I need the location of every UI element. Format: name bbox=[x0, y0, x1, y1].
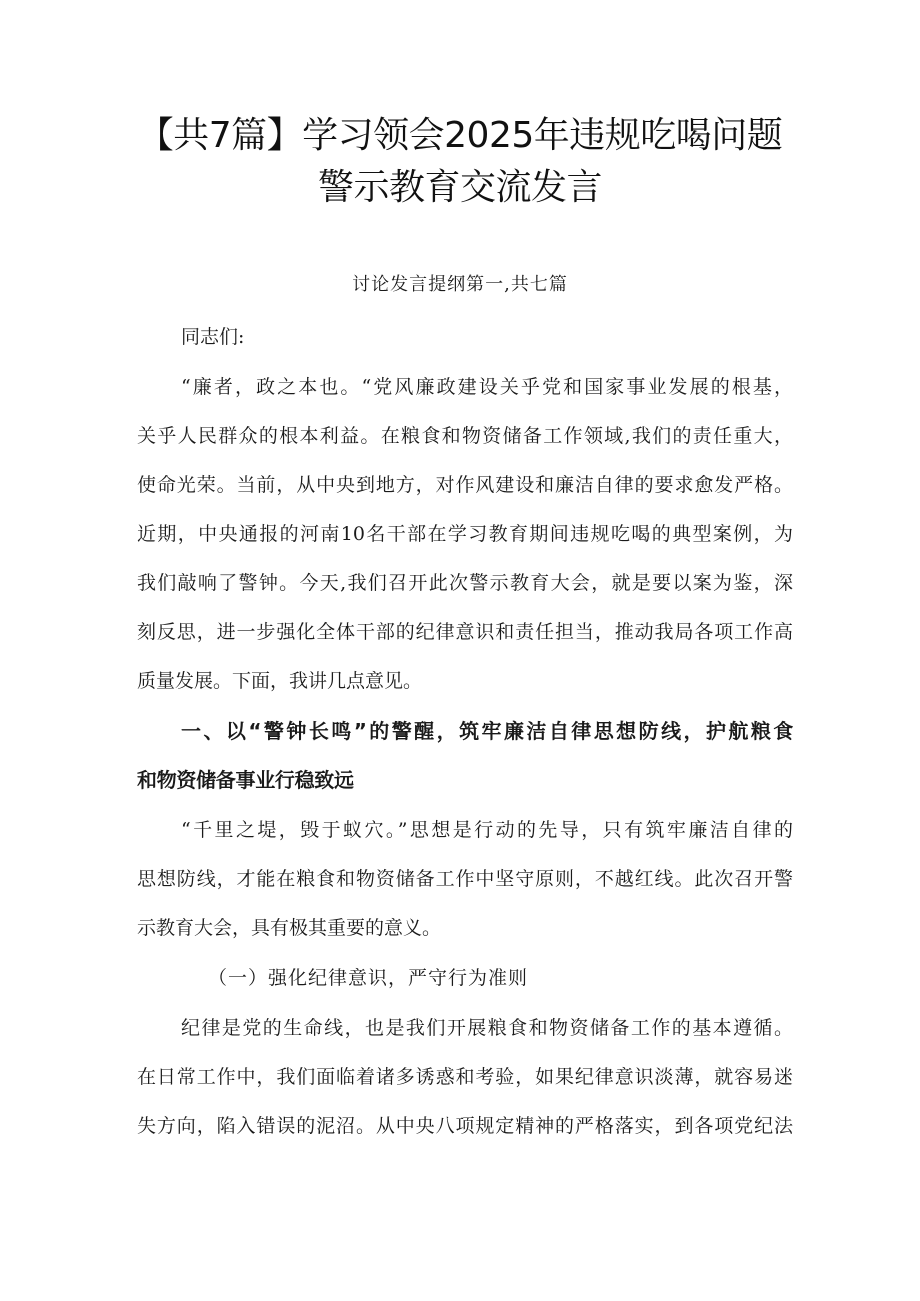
section-heading-1-line-1: 一、以“警钟长鸣”的警醒，筑牢廉洁自律思想防线，护航粮食 bbox=[181, 719, 793, 743]
paragraph-1-line-5: 我们敲响了警钟。今天,我们召开此次警示教育大会，就是要以案为鉴，深 bbox=[137, 572, 793, 594]
document-title-line-1: 【共7篇】学习领会2025年违规吃喝问题 bbox=[137, 115, 783, 156]
section-heading-1-line-2: 和物资储备事业行稳致远 bbox=[137, 768, 354, 792]
paragraph-1-line-6: 刻反思，进一步强化全体干部的纪律意识和责任担当，推动我局各项工作高 bbox=[137, 621, 793, 643]
paragraph-1-line-2: 关乎人民群众的根本利益。在粮食和物资储备工作领域,我们的责任重大， bbox=[137, 425, 793, 447]
paragraph-3-line-1: 纪律是党的生命线，也是我们开展粮食和物资储备工作的基本遵循。 bbox=[181, 1017, 793, 1039]
paragraph-1-line-7: 质量发展。下面，我讲几点意见。 bbox=[137, 670, 423, 692]
paragraph-3-line-3: 失方向，陷入错误的泥沼。从中央八项规定精神的严格落实，到各项党纪法 bbox=[137, 1115, 793, 1137]
document-subtitle: 讨论发言提纲第一,共七篇 bbox=[352, 274, 568, 295]
paragraph-1-line-1: “廉者，政之本也。“党风廉政建设关乎党和国家事业发展的根基， bbox=[181, 376, 793, 398]
paragraph-2-line-2: 思想防线，才能在粮食和物资储备工作中坚守原则，不越红线。此次召开警 bbox=[137, 868, 793, 890]
paragraph-2-line-1: “千里之堤，毁于蚁穴。”思想是行动的先导，只有筑牢廉洁自律的 bbox=[181, 819, 793, 841]
subheading-1: （一）强化纪律意识，严守行为准则 bbox=[208, 967, 529, 989]
salutation: 同志们: bbox=[181, 326, 245, 348]
paragraph-1-line-4: 近期，中央通报的河南10名干部在学习教育期间违规吃喝的典型案例，为 bbox=[137, 523, 793, 545]
paragraph-2-line-3: 示教育大会，具有极其重要的意义。 bbox=[137, 917, 442, 939]
paragraph-1-line-3: 使命光荣。当前，从中央到地方，对作风建设和廉洁自律的要求愈发严格。 bbox=[137, 474, 793, 496]
paragraph-3-line-2: 在日常工作中，我们面临着诸多诱惑和考验，如果纪律意识淡薄，就容易迷 bbox=[137, 1066, 793, 1088]
document-title-line-2: 警示教育交流发言 bbox=[317, 167, 602, 208]
